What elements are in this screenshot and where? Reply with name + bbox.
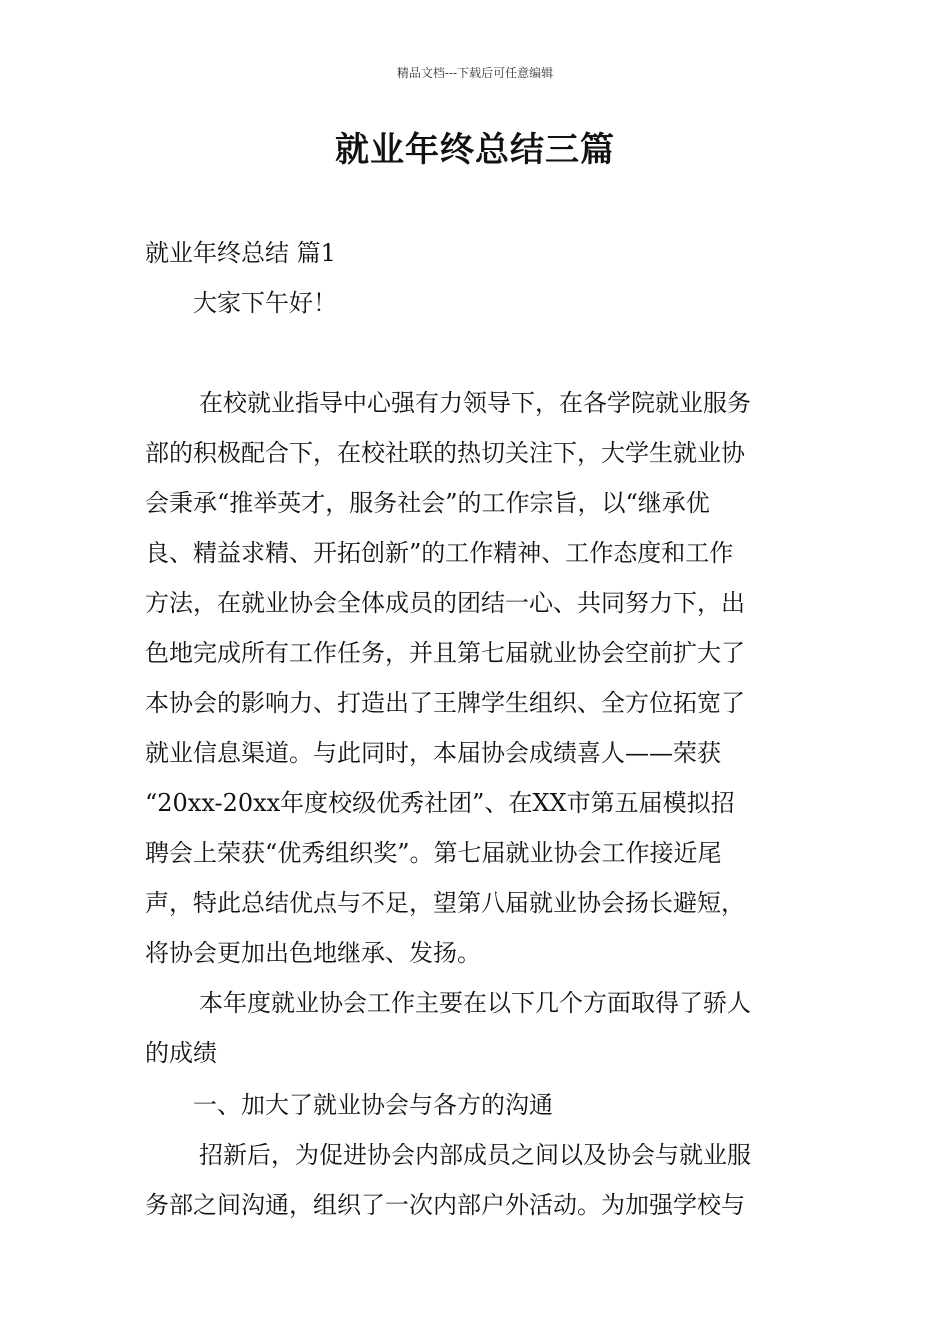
paragraph-line: 本年度就业协会工作主要在以下几个方面取得了骄人 (199, 989, 751, 1017)
subheading: 一、加大了就业协会与各方的沟通 (193, 1091, 553, 1119)
paragraph-line: “20xx-20xx年度校级优秀社团”、在XX市第五届模拟招 (145, 789, 735, 817)
paragraph-line: 务部之间沟通，组织了一次内部户外活动。为加强学校与 (145, 1191, 745, 1219)
paragraph-line: 会秉承“推举英才，服务社会”的工作宗旨，以“继承优 (145, 489, 710, 517)
paragraph-3 (145, 1130, 810, 1230)
paragraph-2 (145, 978, 810, 1078)
paragraph-line: 良、精益求精、开拓创新”的工作精神、工作态度和工作 (145, 539, 734, 567)
paragraph-line: 本协会的影响力、打造出了王牌学生组织、全方位拓宽了 (145, 689, 745, 717)
blank-line (145, 328, 810, 378)
paragraph-1 (145, 378, 810, 978)
paragraph-line: 的成绩 (145, 1039, 217, 1067)
paragraph-line: 声，特此总结优点与不足，望第八届就业协会扬长避短， (145, 889, 745, 917)
paragraph-line: 方法，在就业协会全体成员的团结一心、共同努力下，出 (145, 589, 745, 617)
paragraph-line: 色地完成所有工作任务，并且第七届就业协会空前扩大了 (145, 639, 745, 667)
paragraph-line: 在校就业指导中心强有力领导下，在各学院就业服务 (199, 389, 751, 417)
section-heading: 就业年终总结 篇1 (145, 239, 336, 267)
document-body (145, 228, 810, 1230)
paragraph-line: 聘会上荣获“优秀组织奖”。第七届就业协会工作接近尾 (145, 839, 722, 867)
paragraph-line: 将协会更加出色地继承、发扬。 (145, 939, 481, 967)
greeting: 大家下午好！ (193, 289, 337, 317)
paragraph-line: 就业信息渠道。与此同时，本届协会成绩喜人——荣获 (145, 739, 721, 767)
page-header: 精品文档---下载后可任意编辑 (396, 66, 554, 80)
paragraph-line: 部的积极配合下，在校社联的热切关注下，大学生就业协 (145, 439, 745, 467)
paragraph-line: 招新后，为促进协会内部成员之间以及协会与就业服 (199, 1141, 751, 1169)
document-title: 就业年终总结三篇 (335, 130, 615, 170)
